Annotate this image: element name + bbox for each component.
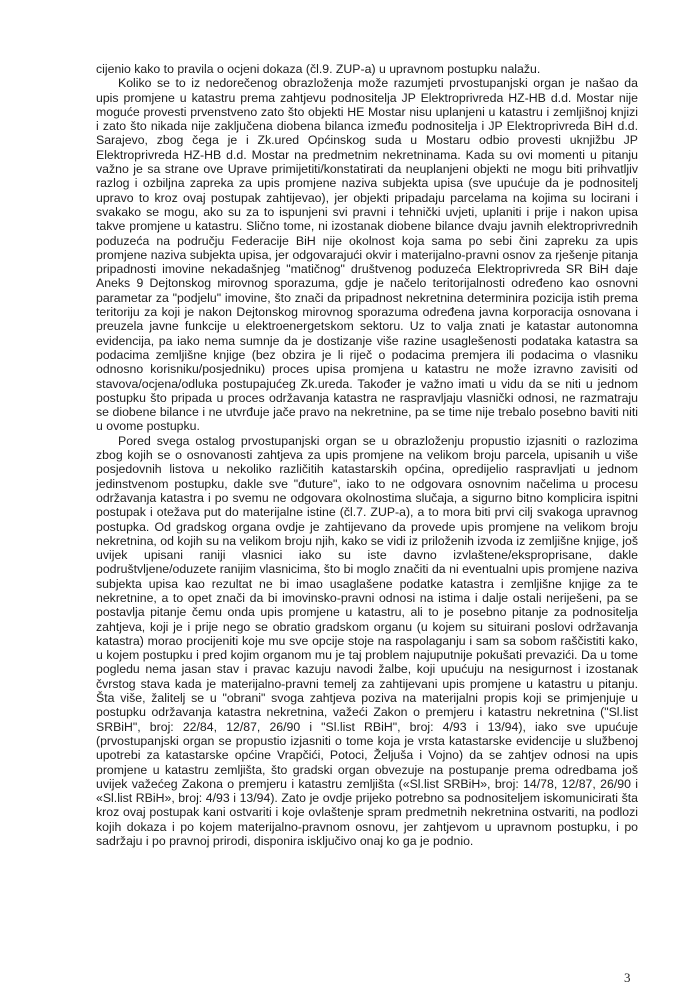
paragraph-continuation: cijenio kako to pravila o ocjeni dokaza (čl.9. ZUP-a) u upravnom postupku nalažu. — [96, 62, 541, 76]
page-number: 3 — [624, 970, 631, 985]
paragraph-procedure: Pored svega ostalog prvostupanjski organ se u obrazloženju propustio izjasniti o razlozima zbog kojih se o osnovanosti zahtjeva za upis promjene na velikom broju parcela, upisanih u više posjedovnih listova u nekoliko različitih katastarskih općina, opredijelio raspravljati u jednom jedinstvenom postupku, dakle sve "đuture", iako to ne odgovara osnovnim načelima u procesu održavanja katastra i po svemu ne odgovara okolnostima slučaja, a sigurno bitno komplicira ispitni postupak i otežava put do materijalne istine (čl.7. ZUP-a), a to mora biti prvi cilj svakoga upravnog postupka. Od gradskog organa ovdje je zahtijevano da provede upis promjene na velikom broju nekretnina, od kojih su na velikom broju njih, kako se vidi iz priloženih izvoda iz zemljišne knjige, još uvijek upisani raniji vlasnici iako su iste davno izvlaštene/eksproprisane, dakle podruštvljene/oduzete ranijim vlasnicima, što bi moglo značiti da ni eventualni upis promjene naziva subjekta upisa kao rezultat ne bi imao usaglašene podatke katastra i zemljišne knjige za te nekretnine, a to opet znači da bi imovinsko-pravni odnosi na istima i dalje ostali neriješeni, pa se postavlja pitanje čemu onda upis promjene u katastru, ali to je posebno pitanje za podnositelja zahtjeva, koji je i prije nego se obratio gradskom organu (u kojem su situirani poslovi održavanja katastra) morao procijeniti koje mu sve opcije stoje na raspolaganju i sam sa sobom raščistiti kako, u kojem postupku i pred kojim organom mu je taj problem najuputnije pokušati prevazići. Da u tome pogledu nema jasan stav i pravac kazuju navodi žalbe, koji upućuju na nesigurnost i izostanak čvrstog stava kada je materijalno-pravni temelj za zahtijevani upis promjene u katastru u pitanju. Šta više, žalitelj se u "obrani" svoga zahtjeva poziva na materijalni propis koji se primjenjuje u postupku održavanja katastra nekretnina, važeći Zakon o premjeru i katastru nekretnina ("Sl.list SRBiH", broj: 22/84, 12/87, 26/90 i "Sl.list RBiH", broj: 4/93 i 13/94), iako sve upućuje (prvostupanjski organ se propustio izjasniti o tome koja je vrsta katastarske evidencije u službenoj upotrebi za katastarske općine Vrapčići, Potoci, Željuša i Vojno) da se zahtjev odnosi na upis promjene u katastru zemljišta, što gradski organ obvezuje na postupanje prema odredbama još uvijek važećeg Zakona o premjeru i katastru zemljišta («Sl.list SRBiH», broj: 14/78, 12/87, 26/90 i «Sl.list RBiH», broj: 4/93 i 13/94). Zato je ovdje prijeko potrebno sa podnositeljem iskomunicirati šta kroz ovaj postupak kani ostvariti i koje ovlaštenje spram predmetnih nekretnina ostvariti, na podlozi kojih dokaza i po kojem materijalno-pravnom osnovu, jer zahtjevom u upravnom postupku, i po sadržaju i po pravnoj prirodi, disponira isključivo onaj ko ga je podnio. — [96, 433, 639, 849]
paragraph-reasoning: Koliko se to iz nedorečenog obrazloženja može razumjeti prvostupanjski organ je našao da upis promjene u katastru prema zahtjevu podnositelja JP Elektroprivreda HZ-HB d.d. Mostar nije moguće provesti prvenstveno zato što objekti HE Mostar nisu uplanjeni u katastru i zemljišnoj knjizi i zato što nikada nije zaključena diobena bilanca između podnositelja i JP Elektroprivreda BiH d.d. Sarajevo, zbog čega je i Zk.ured Općinskog suda u Mostaru odbio provesti uknjižbu JP Elektroprivreda HZ-HB d.d. Mostar na predmetnim nekretninama. Kada su ovi momenti u pitanju važno je sa strane ove Uprave primijetiti/konstatirati da neuplanjeni objekti ne mogu biti prihvatljiv razlog i ozbiljna zapreka za upis promjene naziva subjekta upisa (sve upućuje da je podnositelj upravo to kroz ovaj postupak zahtijevao), jer objekti pripadaju parcelama na kojima su locirani i svakako se mogu, ako su za to ispunjeni svi pravni i tehnički uvjeti, uplaniti i prije i nakon upisa takve promjene u katastru. Slično tome, ni izostanak diobene bilance dvaju javnih elektroprivrednih poduzeća na području Federacije BiH nije okolnost koja sama po sebi čini zapreku za upis promjene naziva subjekta upisa, jer odgovarajući okvir i materijalno-pravni osnov za rješenje pitanja pripadnosti imovine nekadašnjeg "matičnog" društvenog poduzeća Elektroprivreda SR BiH daje Aneks 9 Dejtonskog mirovnog sporazuma, gdje je načelo teritorijalnosti određeno kao osnovni parametar za "podjelu" imovine, što znači da pripadnost nekretnina determinira pozicija istih prema teritoriju za koji je nakon Dejtonskog mirovnog sporazuma određena javna korporacija osnovana i preuzela javne funkcije u elektroenergetskom sektoru. Uz to valja znati je katastar autonomna evidencija, pa iako nema sumnje da je dostizanje više razine usaglešenosti podataka katastra sa podacima zemljišne knjige (bez obzira je li riječ o podacima premjera ili podacima o vlasniku odnosno korisniku/posjedniku) proces upisa promjena u katastru ne može izravno zavisiti od stavova/ocjena/odluka postupajućeg Zk.ureda. Također je važno imati u vidu da se niti u jednom postupku što pripada u proces održavanja katastra ne raspravljaju vlasnički odnosi, ne razmatraju se diobene bilance i ne utvrđuje jače pravo na nekretnine, pa se time nije trebalo posebno baviti niti u ovome postupku. — [96, 76, 638, 434]
document-body — [96, 62, 638, 848]
